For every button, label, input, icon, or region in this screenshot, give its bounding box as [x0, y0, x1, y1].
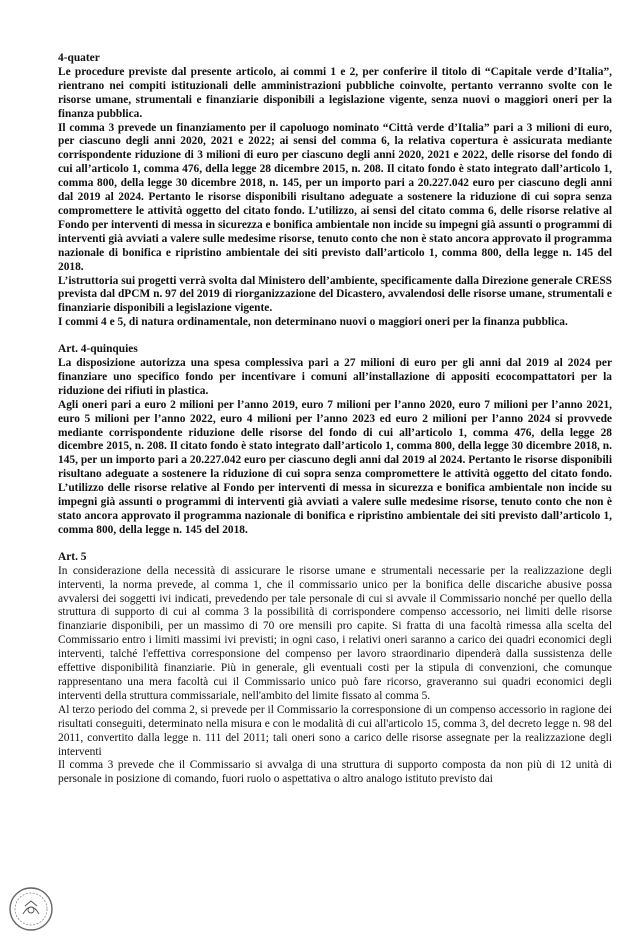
official-seal-icon	[8, 886, 54, 932]
document-page	[58, 52, 612, 787]
paragraph: In considerazione della necessità di assicurare le risorse umane e strumentali necessarie per la realizzazione degli interventi, la norma prevede, al comma 1, che il commissario unico per la bonifica delle discariche abusive possa avvalersi dei soggetti ivi indicati, prevedendo per tale personale di cui si avvale il Commissario nonché per quello della struttura di supporto di cui al comma 3 la possibilità di corrispondere compenso accessorio, nei limiti delle risorse finanziarie disponibili, per un massimo di 70 ore mensili pro capite. Si fratta di una facoltà rimessa alla scelta del Commissario entro i limiti massimi ivi previsti; in ogni caso, i relativi oneri saranno a carico dei quadri economici degli interventi, talché l'effettiva corresponsione del compenso per lavoro straordinario dipenderà dalla sussistenza delle effettive disponibilità finanziarie. Più in generale, gli eventuali costi per la stipula di convenzioni, che comunque rappresentano una mera facoltà cui il Commissario unico può fare ricorso, graveranno sui quadri economici degli interventi della struttura commissariale, nell'ambito del limite fissato al comma 5.	[58, 564, 612, 702]
paragraph: Il comma 3 prevede un finanziamento per il capoluogo nominato “Città verde d’Italia” pari a 3 milioni di euro, per ciascuno degli anni 2020, 2021 e 2022; ai sensi del comma 6, la relativa copertura è assicurata mediante corrispondente riduzione di 3 milioni di euro per ciascuno degli anni 2020, 2021 e 2022, delle risorse del fondo di cui all’articolo 1, comma 476, della legge 28 dicembre 2015, n. 208. Il citato fondo è stato integrato dall’articolo 1, comma 800, della legge 30 dicembre 2018, n. 145, per un importo pari a 20.227.042 euro per ciascuno degli anni dal 2019 al 2024. Pertanto le risorse disponibili risultano adeguate a sostenere la riduzione di cui sopra senza compromettere le attività oggetto del citato fondo. L’utilizzo, ai sensi del citato comma 6, delle risorse relative al Fondo per interventi di messa in sicurezza e bonifica ambientale non incide su impegni già assunti o programmi di interventi già avviati a valere sulle medesime risorse, tenuto conto che non è stato ancora approvato il programma nazionale di bonifica e ripristino ambientale dei siti previsto dall’articolo 1, comma 800, della legge n. 145 del 2018.	[58, 121, 612, 273]
paragraph: Le procedure previste dal presente articolo, ai commi 1 e 2, per conferire il titolo di “Capitale verde d’Italia”, rientrano nei compiti istituzionali delle amministrazioni pubbliche coinvolte, pertanto verranno svolte con le risorse umane, strumentali e finanziarie disponibili a legislazione vigente, senza nuovi o maggiori oneri per la finanza pubblica.	[58, 65, 612, 120]
section-heading: Art. 4-quinquies	[58, 343, 138, 356]
paragraph: I commi 4 e 5, di natura ordinamentale, non determinano nuovi o maggiori oneri per la finanza pubblica.	[58, 316, 568, 329]
section-heading: 4-quater	[58, 52, 100, 64]
section-art-5	[58, 551, 612, 787]
paragraph: Agli oneri pari a euro 2 milioni per l’anno 2019, euro 7 milioni per l’anno 2020, euro 7 milioni per l’anno 2021, euro 5 milioni per l’anno 2022, euro 4 milioni per l’anno 2023 ed euro 2 milioni per l’anno 2024 si provvede mediante corrispondente riduzione delle risorse del fondo di cui all’articolo 1, comma 476, della legge 28 dicembre 2015, n. 208. Il citato fondo è stato integrato dall’articolo 1, comma 800, della legge 30 dicembre 2018, n. 145, per un importo pari a 20.227.042 euro per ciascuno degli anni dal 2019 al 2024. Pertanto le risorse disponibili risultano adeguate a sostenere la riduzione di cui sopra senza compromettere le attività oggetto del citato fondo. L’utilizzo delle risorse relative al Fondo per interventi di messa in sicurezza e bonifica ambientale non incide su impegni già assunti o programmi di interventi già avviati a valere sulle medesime risorse, tenuto conto che non è stato ancora approvato il programma nazionale di bonifica e ripristino ambientale dei siti previsto dall’articolo 1, comma 800, della legge n. 145 del 2018.	[58, 398, 612, 536]
section-4-quater	[58, 52, 612, 330]
paragraph: Il comma 3 prevede che il Commissario si avvalga di una struttura di supporto composta da non più di 12 unità di personale in posizione di comando, fuori ruolo o aspettativa o altro analogo istituto previsto dai	[58, 759, 612, 786]
section-heading: Art. 5	[58, 550, 87, 563]
paragraph: La disposizione autorizza una spesa complessiva pari a 27 milioni di euro per gli anni dal 2019 al 2024 per finanziare uno specifico fondo per incentivare i comuni all’installazione di appositi ecocompattatori per la riduzione dei rifiuti in plastica.	[58, 357, 612, 397]
paragraph: L’istruttoria sui progetti verrà svolta dal Ministero dell’ambiente, specificamente dalla Direzione generale CRESS prevista dal dPCM n. 97 del 2019 di riorganizzazione del Dicastero, avvalendosi delle risorse umane, strumentali e finanziarie disponibili a legislazione vigente.	[58, 274, 612, 315]
section-4-quinquies	[58, 343, 612, 538]
paragraph: Al terzo periodo del comma 2, si prevede per il Commissario la corresponsione di un compenso accessorio in ragione dei risultati conseguiti, determinato nella misura e con le modalità di cui all'articolo 15, comma 3, del decreto legge n. 98 del 2011, convertito dalla legge n. 111 del 2011; tali oneri sono a carico delle risorse assegnate per la realizzazione degli interventi	[58, 703, 612, 758]
